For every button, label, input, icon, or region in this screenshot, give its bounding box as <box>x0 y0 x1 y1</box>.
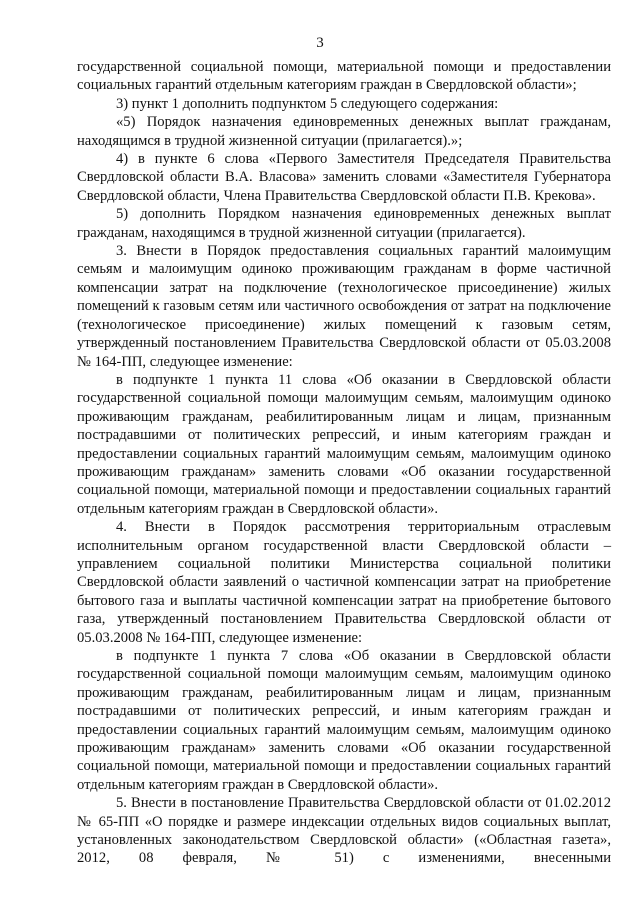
paragraph-continuation: государственной социальной помощи, материальной помощи и предоставлении социальных гарантий отдельным категориям граждан в Свердловской области»; <box>77 59 611 94</box>
paragraph-item-5: 5. Внести в постановление Правительства Свердловской области от 01.02.2012 № 65-ПП «О порядке и размере индексации отдельных видов социальных выплат, установленных законодательством Свердловской области» («Областная газета», 2012, 08 февраля, № 51) с изменениями, внесенными <box>77 795 611 867</box>
paragraph-item-4: 4. Внести в Порядок рассмотрения территориальным отраслевым исполнительным органом государственной власти Свердловской области – управлением социальной политики Министерства социальной политики Свердловской области заявлений о частичной компенсации затрат на приобретение бытового газа и выплаты частичной компенсации затрат на приобретение бытового газа, утвержденный постановлением Правительства Свердловской области от 05.03.2008 № 164-ПП, следующее изменение: <box>77 519 611 646</box>
paragraph-item-4-amendment: в подпункте 1 пункта 7 слова «Об оказании в Свердловской области государственной социальной помощи малоимущим семьям, малоимущим одиноко проживающим гражданам, реабилитированным лицам и лицам, признанным пострадавшими от политических репрессий, и иным категориям граждан и предоставлении социальных гарантий малоимущим семьям, малоимущим одиноко проживающим гражданам» заменить словами «Об оказании государственной социальной помощи, материальной помощи и предоставлении социальных гарантий отдельным категориям граждан в Свердловской области». <box>77 648 611 793</box>
page-number: 3 <box>316 35 324 51</box>
paragraph-quoted-subitem-5: «5) Порядок назначения единовременных денежных выплат гражданам, находящимся в трудной жизненной ситуации (прилагается).»; <box>77 114 611 149</box>
paragraph-item-3: 3. Внести в Порядок предоставления социальных гарантий малоимущим семьям и малоимущим одиноко проживающим гражданам в форме частичной компенсации затрат на подключение (технологическое присоединение) жилых помещений к газовым сетям или частичного освобождения от затрат на подключение (технологическое присоединение) жилых помещений к газовым сетям, утвержденный постановлением Правительства Свердловской области от 05.03.2008 № 164-ПП, следующее изменение: <box>77 243 611 370</box>
document-body <box>77 58 611 868</box>
paragraph-subitem-5: 5) дополнить Порядком назначения единовременных денежных выплат гражданам, находящимся в трудной жизненной ситуации (прилагается). <box>77 206 611 241</box>
paragraph-subitem-4: 4) в пункте 6 слова «Первого Заместителя Председателя Правительства Свердловской области В.А. Власова» заменить словами «Заместителя Губернатора Свердловской области, Члена Правительства Свердловской области П.В. Крекова». <box>77 151 611 204</box>
paragraph-subitem-3: 3) пункт 1 дополнить подпунктом 5 следующего содержания: <box>116 95 499 112</box>
paragraph-item-3-amendment: в подпункте 1 пункта 11 слова «Об оказании в Свердловской области государственной социальной помощи малоимущим семьям, малоимущим одиноко проживающим гражданам, реабилитированным лицам и лицам, признанным пострадавшими от политических репрессий, и иным категориям граждан и предоставлении социальных гарантий малоимущим семьям, малоимущим одиноко проживающим гражданам» заменить словами «Об оказании государственной социальной помощи, материальной помощи и предоставлении социальных гарантий отдельным категориям граждан в Свердловской области». <box>77 371 611 517</box>
